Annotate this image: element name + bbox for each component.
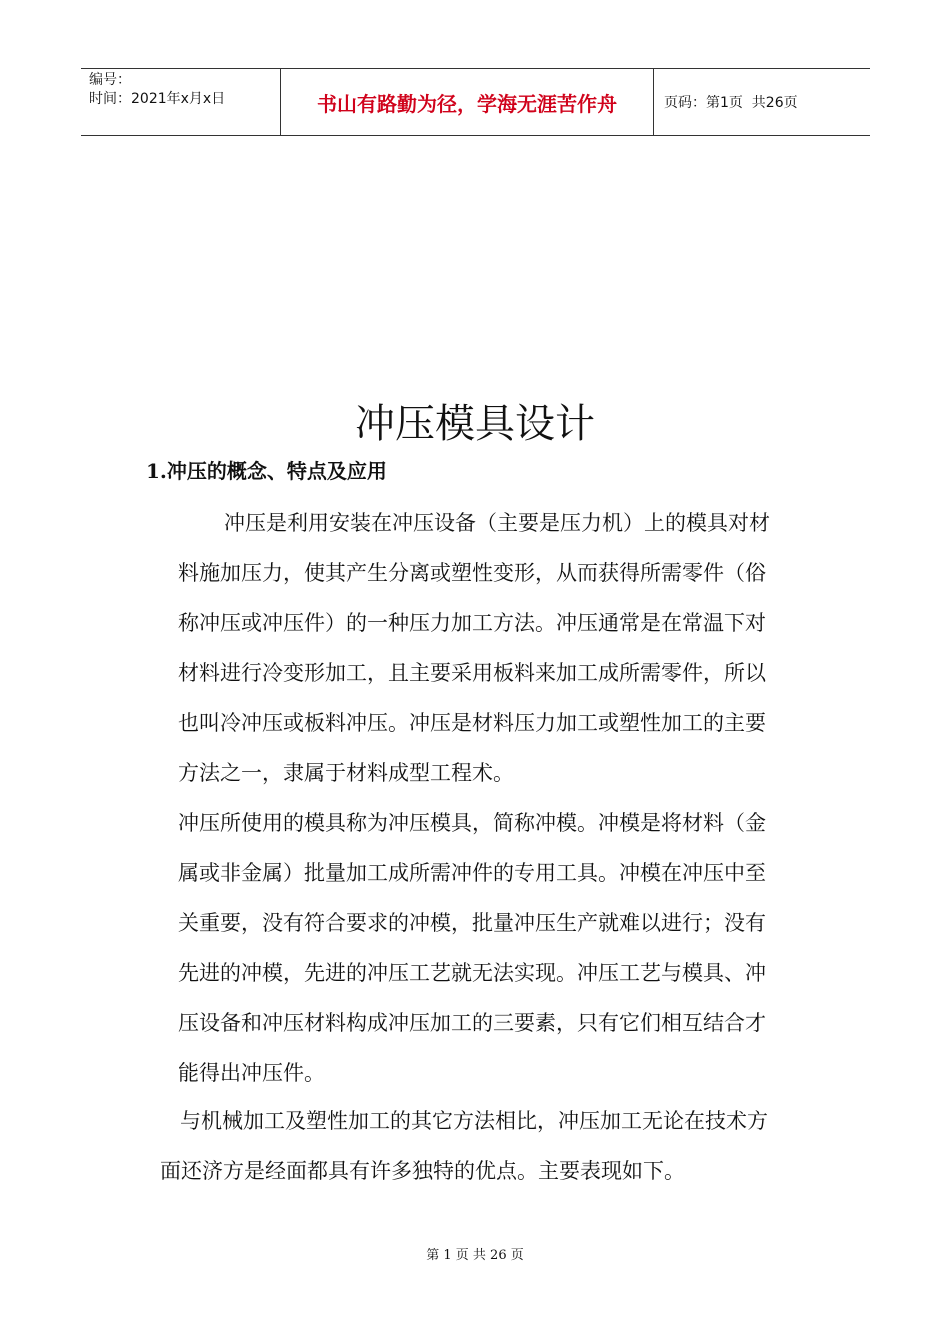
paragraph-line: 属或非金属）批量加工成所需冲件的专用工具。冲模在冲压中至	[178, 861, 766, 885]
header-number-label: 编号：	[89, 72, 131, 88]
paragraph-line: 冲压是利用安装在冲压设备（主要是压力机）上的模具对材	[224, 511, 770, 535]
paragraph-line: 方法之一，隶属于材料成型工程术。	[178, 761, 514, 785]
header-time-label: 时间：2021年x月x日	[89, 91, 226, 107]
paragraph-line: 料施加压力，使其产生分离或塑性变形，从而获得所需零件（俗	[178, 561, 766, 585]
paragraph-3	[160, 1096, 768, 1196]
paragraph-line: 也叫冷冲压或板料冲压。冲压是材料压力加工或塑性加工的主要	[178, 711, 766, 735]
paragraph-line: 冲压所使用的模具称为冲压模具，简称冲模。冲模是将材料（金	[178, 811, 766, 835]
header-motto: 书山有路勤为径，学海无涯苦作舟	[317, 91, 617, 116]
paragraph-line: 材料进行冷变形加工，且主要采用板料来加工成所需零件，所以	[178, 661, 766, 685]
document-header	[81, 68, 870, 136]
paragraph-2	[178, 798, 766, 1098]
paragraph-line: 与机械加工及塑性加工的其它方法相比，冲压加工无论在技术方	[180, 1109, 768, 1133]
paragraph-line: 关重要，没有符合要求的冲模，批量冲压生产就难以进行；没有	[178, 911, 766, 935]
paragraph-1	[178, 498, 770, 798]
page-footer: 第 1 页 共 26 页	[426, 1248, 524, 1263]
paragraph-line: 压设备和冲压材料构成冲压加工的三要素，只有它们相互结合才	[178, 1011, 766, 1035]
paragraph-line: 面还济方是经面都具有许多独特的优点。主要表现如下。	[160, 1159, 685, 1183]
section-heading: 1.冲压的概念、特点及应用	[146, 459, 387, 483]
header-motto-cell	[281, 69, 654, 135]
document-title: 冲压模具设计	[355, 401, 595, 447]
paragraph-line: 先进的冲模，先进的冲压工艺就无法实现。冲压工艺与模具、冲	[178, 961, 766, 985]
paragraph-line: 称冲压或冲压件）的一种压力加工方法。冲压通常是在常温下对	[178, 611, 766, 635]
header-meta-cell	[81, 69, 281, 135]
header-page-info: 页码：第1页 共26页	[664, 95, 798, 111]
header-page-cell	[654, 69, 870, 135]
paragraph-line: 能得出冲压件。	[178, 1061, 325, 1085]
